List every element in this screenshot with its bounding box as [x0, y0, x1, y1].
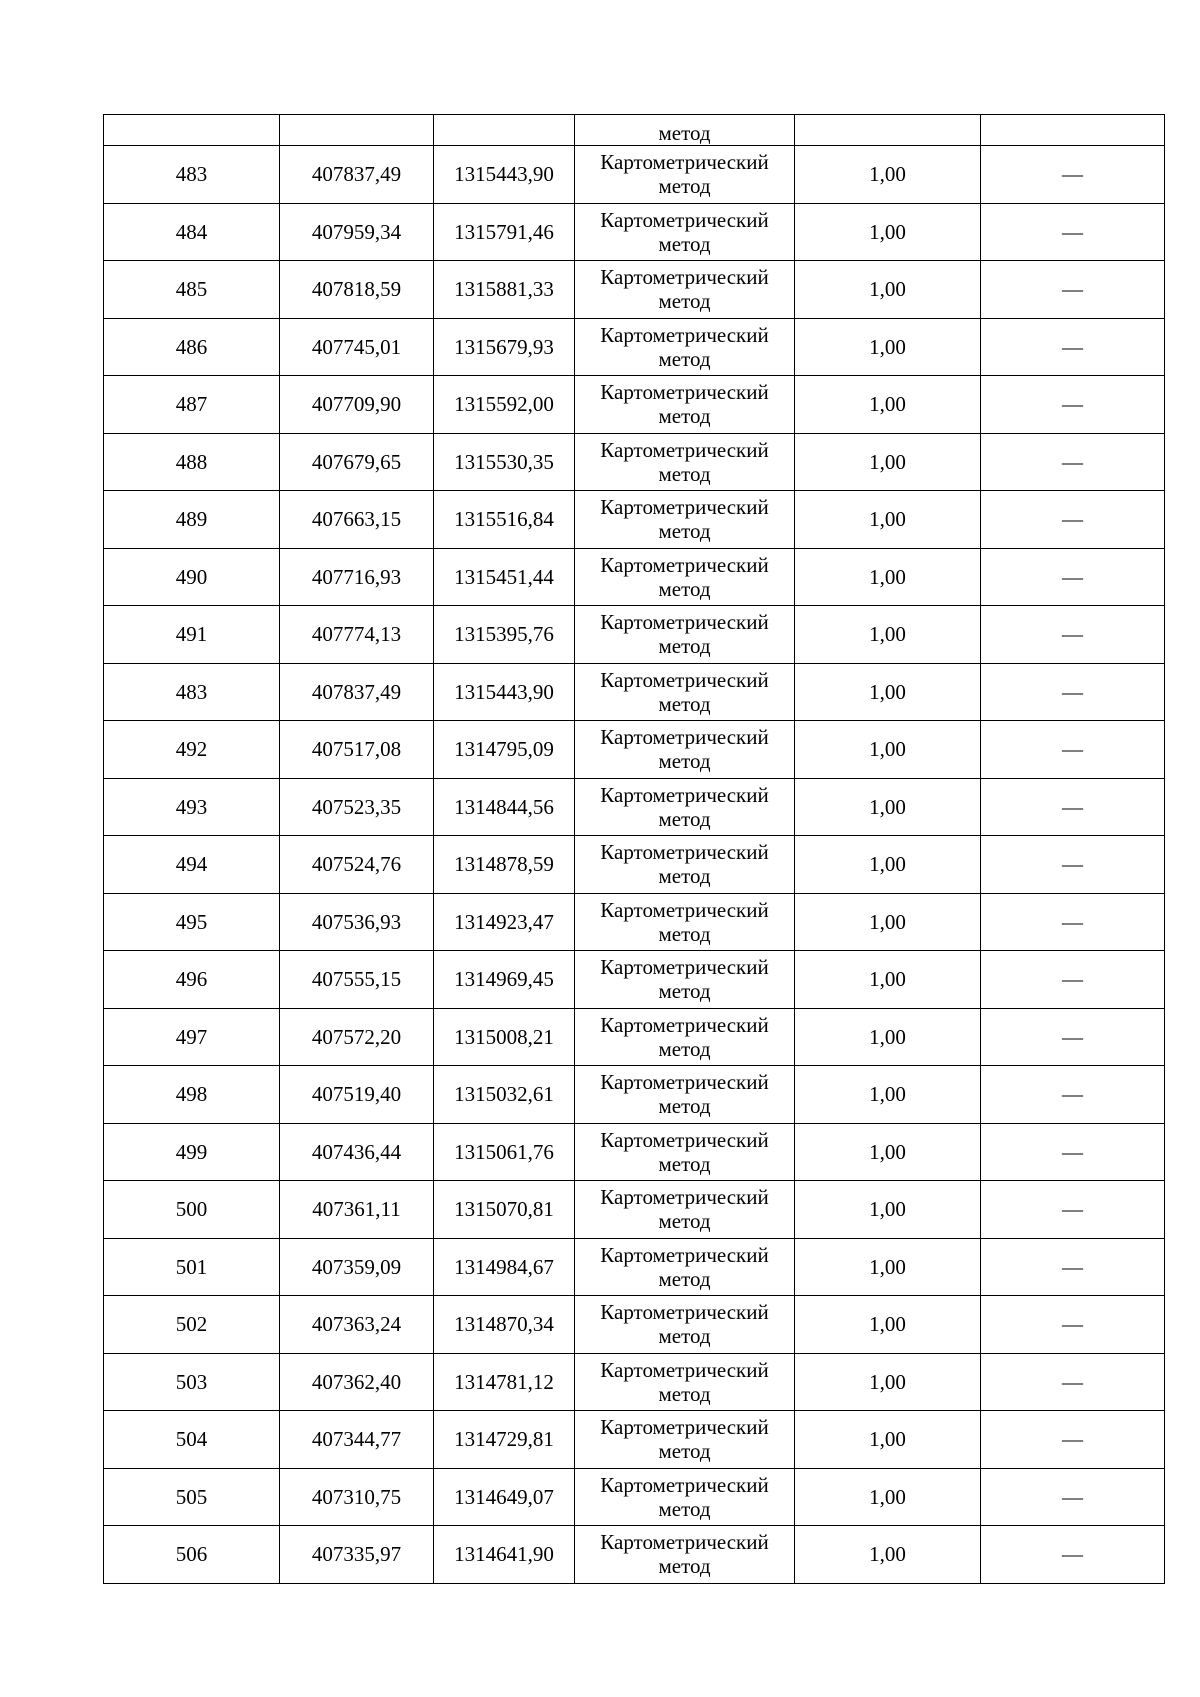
table-row-continued — [104, 115, 1165, 146]
x-coordinate-cell: 407555,15 — [280, 951, 434, 1009]
method-cell — [575, 376, 795, 434]
table-row — [104, 1238, 1165, 1296]
method-line-2: метод — [658, 461, 711, 486]
method-line-2: метод — [658, 806, 711, 831]
precision-cell: 1,00 — [795, 1181, 981, 1239]
method-cell — [575, 1123, 795, 1181]
precision-cell: 1,00 — [795, 203, 981, 261]
description-cell: — — [981, 1066, 1165, 1124]
table-row — [104, 376, 1165, 434]
method-line-2: метод — [658, 1324, 711, 1349]
method-cell — [575, 721, 795, 779]
table-row — [104, 261, 1165, 319]
description-cell: — — [981, 491, 1165, 549]
method-cell — [575, 433, 795, 491]
precision-cell: 1,00 — [795, 1238, 981, 1296]
method-cell — [575, 1181, 795, 1239]
precision-cell: 1,00 — [795, 1123, 981, 1181]
point-number-cell: 500 — [104, 1181, 280, 1239]
point-number-cell: 494 — [104, 836, 280, 894]
method-cell — [575, 318, 795, 376]
method-line-2: метод — [658, 1266, 711, 1291]
method-line-2: метод — [658, 289, 711, 314]
method-line-1: Картометрический — [600, 1185, 769, 1210]
precision-cell — [795, 115, 981, 146]
table-row — [104, 951, 1165, 1009]
method-line-1: Картометрический — [600, 1242, 769, 1267]
y-coordinate-cell: 1315443,90 — [434, 146, 575, 204]
y-coordinate-cell: 1314870,34 — [434, 1296, 575, 1354]
table-row — [104, 1181, 1165, 1239]
precision-cell: 1,00 — [795, 1468, 981, 1526]
method-line-2: метод — [658, 1094, 711, 1119]
coordinates-table-body — [104, 115, 1165, 1584]
description-cell: — — [981, 261, 1165, 319]
method-line-2: метод — [658, 1381, 711, 1406]
method-cell — [575, 1411, 795, 1469]
method-line-1: Картометрический — [600, 955, 769, 980]
description-cell: — — [981, 606, 1165, 664]
y-coordinate-cell: 1314878,59 — [434, 836, 575, 894]
table-row — [104, 606, 1165, 664]
precision-cell: 1,00 — [795, 491, 981, 549]
table-row — [104, 663, 1165, 721]
x-coordinate-cell: 407663,15 — [280, 491, 434, 549]
precision-cell: 1,00 — [795, 1296, 981, 1354]
table-row — [104, 1296, 1165, 1354]
table-row — [104, 1008, 1165, 1066]
table-row — [104, 1526, 1165, 1584]
point-number-cell: 485 — [104, 261, 280, 319]
method-line-1: Картометрический — [600, 207, 769, 232]
table-row — [104, 1411, 1165, 1469]
method-line-1: Картометрический — [600, 495, 769, 520]
y-coordinate-cell: 1315395,76 — [434, 606, 575, 664]
description-cell: — — [981, 663, 1165, 721]
description-cell: — — [981, 951, 1165, 1009]
table-row — [104, 203, 1165, 261]
method-line-1: Картометрический — [600, 1127, 769, 1152]
precision-cell: 1,00 — [795, 261, 981, 319]
precision-cell: 1,00 — [795, 1526, 981, 1584]
method-line-2: метод — [658, 864, 711, 889]
table-row — [104, 1468, 1165, 1526]
precision-cell: 1,00 — [795, 318, 981, 376]
x-coordinate-cell: 407359,09 — [280, 1238, 434, 1296]
y-coordinate-cell: 1314649,07 — [434, 1468, 575, 1526]
y-coordinate-cell: 1315679,93 — [434, 318, 575, 376]
description-cell: — — [981, 1468, 1165, 1526]
method-line-2: метод — [658, 1209, 711, 1234]
point-number-cell: 491 — [104, 606, 280, 664]
x-coordinate-cell: 407572,20 — [280, 1008, 434, 1066]
method-line-1: Картометрический — [600, 1012, 769, 1037]
y-coordinate-cell: 1315451,44 — [434, 548, 575, 606]
description-cell: — — [981, 778, 1165, 836]
description-cell: — — [981, 203, 1165, 261]
table-row — [104, 778, 1165, 836]
x-coordinate-cell: 407361,11 — [280, 1181, 434, 1239]
method-cell — [575, 146, 795, 204]
table-row — [104, 146, 1165, 204]
method-line-2: метод — [658, 576, 711, 601]
point-number-cell: 487 — [104, 376, 280, 434]
method-line-1: Картометрический — [600, 1472, 769, 1497]
method-line-1: Картометрический — [600, 1530, 769, 1555]
y-coordinate-cell: 1315061,76 — [434, 1123, 575, 1181]
table-row — [104, 1353, 1165, 1411]
precision-cell: 1,00 — [795, 1066, 981, 1124]
method-cell — [575, 261, 795, 319]
method-line-2: метод — [658, 1151, 711, 1176]
method-line-1: Картометрический — [600, 150, 769, 175]
x-coordinate-cell: 407837,49 — [280, 663, 434, 721]
coordinates-table — [103, 114, 1165, 1584]
description-cell: — — [981, 548, 1165, 606]
description-cell: — — [981, 721, 1165, 779]
method-line-1: Картометрический — [600, 437, 769, 462]
method-line-1: Картометрический — [600, 610, 769, 635]
x-coordinate-cell: 407709,90 — [280, 376, 434, 434]
point-number-cell: 483 — [104, 146, 280, 204]
point-number-cell: 490 — [104, 548, 280, 606]
method-line-1: Картометрический — [600, 552, 769, 577]
description-cell: — — [981, 836, 1165, 894]
method-line-2: метод — [658, 1554, 711, 1579]
method-cell — [575, 203, 795, 261]
description-cell — [981, 115, 1165, 146]
method-line-2: метод — [658, 1036, 711, 1061]
precision-cell: 1,00 — [795, 376, 981, 434]
point-number-cell: 493 — [104, 778, 280, 836]
method-line-1: Картометрический — [600, 897, 769, 922]
precision-cell: 1,00 — [795, 146, 981, 204]
precision-cell: 1,00 — [795, 1008, 981, 1066]
precision-cell: 1,00 — [795, 778, 981, 836]
description-cell: — — [981, 893, 1165, 951]
x-coordinate-cell: 407959,34 — [280, 203, 434, 261]
method-line-1: Картометрический — [600, 1415, 769, 1440]
point-number-cell: 483 — [104, 663, 280, 721]
y-coordinate-cell: 1314641,90 — [434, 1526, 575, 1584]
x-coordinate-cell: 407716,93 — [280, 548, 434, 606]
y-coordinate-cell: 1315791,46 — [434, 203, 575, 261]
precision-cell: 1,00 — [795, 836, 981, 894]
method-line-1: Картометрический — [600, 322, 769, 347]
x-coordinate-cell: 407524,76 — [280, 836, 434, 894]
table-row — [104, 433, 1165, 491]
method-cell — [575, 1238, 795, 1296]
method-cell — [575, 836, 795, 894]
method-line-1: Картометрический — [600, 265, 769, 290]
y-coordinate-cell: 1314923,47 — [434, 893, 575, 951]
y-coordinate-cell: 1314969,45 — [434, 951, 575, 1009]
method-line-1: Картометрический — [600, 1300, 769, 1325]
precision-cell: 1,00 — [795, 1411, 981, 1469]
description-cell: — — [981, 318, 1165, 376]
precision-cell: 1,00 — [795, 663, 981, 721]
method-line-2: метод — [658, 1439, 711, 1464]
x-coordinate-cell: 407362,40 — [280, 1353, 434, 1411]
x-coordinate-cell: 407745,01 — [280, 318, 434, 376]
y-coordinate-cell: 1314984,67 — [434, 1238, 575, 1296]
method-cell — [575, 778, 795, 836]
point-number-cell: 502 — [104, 1296, 280, 1354]
method-cell — [575, 893, 795, 951]
point-number-cell — [104, 115, 280, 146]
method-line-1: Картометрический — [600, 380, 769, 405]
description-cell: — — [981, 433, 1165, 491]
method-cell — [575, 663, 795, 721]
point-number-cell: 498 — [104, 1066, 280, 1124]
description-cell: — — [981, 376, 1165, 434]
point-number-cell: 496 — [104, 951, 280, 1009]
method-cell — [575, 1353, 795, 1411]
method-line-2: метод — [658, 174, 711, 199]
y-coordinate-cell: 1314795,09 — [434, 721, 575, 779]
y-coordinate-cell: 1315592,00 — [434, 376, 575, 434]
point-number-cell: 488 — [104, 433, 280, 491]
table-row — [104, 1066, 1165, 1124]
description-cell: — — [981, 1411, 1165, 1469]
method-line-1: Картометрический — [600, 667, 769, 692]
method-cell — [575, 548, 795, 606]
y-coordinate-cell — [434, 115, 575, 146]
y-coordinate-cell: 1315443,90 — [434, 663, 575, 721]
method-cell — [575, 1468, 795, 1526]
description-cell: — — [981, 1123, 1165, 1181]
y-coordinate-cell: 1315881,33 — [434, 261, 575, 319]
point-number-cell: 495 — [104, 893, 280, 951]
precision-cell: 1,00 — [795, 433, 981, 491]
method-cell — [575, 491, 795, 549]
precision-cell: 1,00 — [795, 1353, 981, 1411]
precision-cell: 1,00 — [795, 893, 981, 951]
x-coordinate-cell: 407344,77 — [280, 1411, 434, 1469]
method-line-1: Картометрический — [600, 1357, 769, 1382]
method-line-2: метод — [658, 749, 711, 774]
y-coordinate-cell: 1315530,35 — [434, 433, 575, 491]
table-row — [104, 1123, 1165, 1181]
y-coordinate-cell: 1315032,61 — [434, 1066, 575, 1124]
table-row — [104, 893, 1165, 951]
point-number-cell: 486 — [104, 318, 280, 376]
x-coordinate-cell: 407837,49 — [280, 146, 434, 204]
point-number-cell: 499 — [104, 1123, 280, 1181]
description-cell: — — [981, 1526, 1165, 1584]
method-cell — [575, 1008, 795, 1066]
method-line-2: метод — [658, 346, 711, 371]
method-line-2: метод — [658, 691, 711, 716]
y-coordinate-cell: 1315008,21 — [434, 1008, 575, 1066]
method-line-2: метод — [658, 979, 711, 1004]
description-cell: — — [981, 1181, 1165, 1239]
table-row — [104, 318, 1165, 376]
y-coordinate-cell: 1314729,81 — [434, 1411, 575, 1469]
point-number-cell: 505 — [104, 1468, 280, 1526]
method-cell — [575, 1296, 795, 1354]
y-coordinate-cell: 1315516,84 — [434, 491, 575, 549]
table-row — [104, 491, 1165, 549]
method-cell — [575, 1066, 795, 1124]
table-row — [104, 548, 1165, 606]
x-coordinate-cell: 407519,40 — [280, 1066, 434, 1124]
description-cell: — — [981, 1353, 1165, 1411]
x-coordinate-cell: 407774,13 — [280, 606, 434, 664]
method-line-1: Картометрический — [600, 782, 769, 807]
method-line-1: Картометрический — [600, 1070, 769, 1095]
method-cell: метод — [575, 115, 795, 146]
point-number-cell: 506 — [104, 1526, 280, 1584]
precision-cell: 1,00 — [795, 548, 981, 606]
method-line-2: метод — [658, 921, 711, 946]
precision-cell: 1,00 — [795, 951, 981, 1009]
point-number-cell: 492 — [104, 721, 280, 779]
method-cell — [575, 606, 795, 664]
x-coordinate-cell: 407335,97 — [280, 1526, 434, 1584]
point-number-cell: 484 — [104, 203, 280, 261]
description-cell: — — [981, 1296, 1165, 1354]
x-coordinate-cell: 407310,75 — [280, 1468, 434, 1526]
y-coordinate-cell: 1315070,81 — [434, 1181, 575, 1239]
point-number-cell: 501 — [104, 1238, 280, 1296]
x-coordinate-cell: 407679,65 — [280, 433, 434, 491]
x-coordinate-cell: 407818,59 — [280, 261, 434, 319]
method-cell — [575, 951, 795, 1009]
point-number-cell: 497 — [104, 1008, 280, 1066]
x-coordinate-cell — [280, 115, 434, 146]
precision-cell: 1,00 — [795, 721, 981, 779]
precision-cell: 1,00 — [795, 606, 981, 664]
table-row — [104, 721, 1165, 779]
method-line-2: метод — [658, 634, 711, 659]
method-line-1: Картометрический — [600, 725, 769, 750]
y-coordinate-cell: 1314844,56 — [434, 778, 575, 836]
y-coordinate-cell: 1314781,12 — [434, 1353, 575, 1411]
x-coordinate-cell: 407523,35 — [280, 778, 434, 836]
point-number-cell: 503 — [104, 1353, 280, 1411]
x-coordinate-cell: 407363,24 — [280, 1296, 434, 1354]
method-line-2: метод — [658, 519, 711, 544]
x-coordinate-cell: 407436,44 — [280, 1123, 434, 1181]
method-cell — [575, 1526, 795, 1584]
table-row — [104, 836, 1165, 894]
description-cell: — — [981, 146, 1165, 204]
x-coordinate-cell: 407536,93 — [280, 893, 434, 951]
point-number-cell: 489 — [104, 491, 280, 549]
method-line-2: метод — [658, 231, 711, 256]
x-coordinate-cell: 407517,08 — [280, 721, 434, 779]
point-number-cell: 504 — [104, 1411, 280, 1469]
method-line-2: метод — [658, 1496, 711, 1521]
method-line-1: Картометрический — [600, 840, 769, 865]
method-line-2: метод — [658, 404, 711, 429]
description-cell: — — [981, 1238, 1165, 1296]
description-cell: — — [981, 1008, 1165, 1066]
